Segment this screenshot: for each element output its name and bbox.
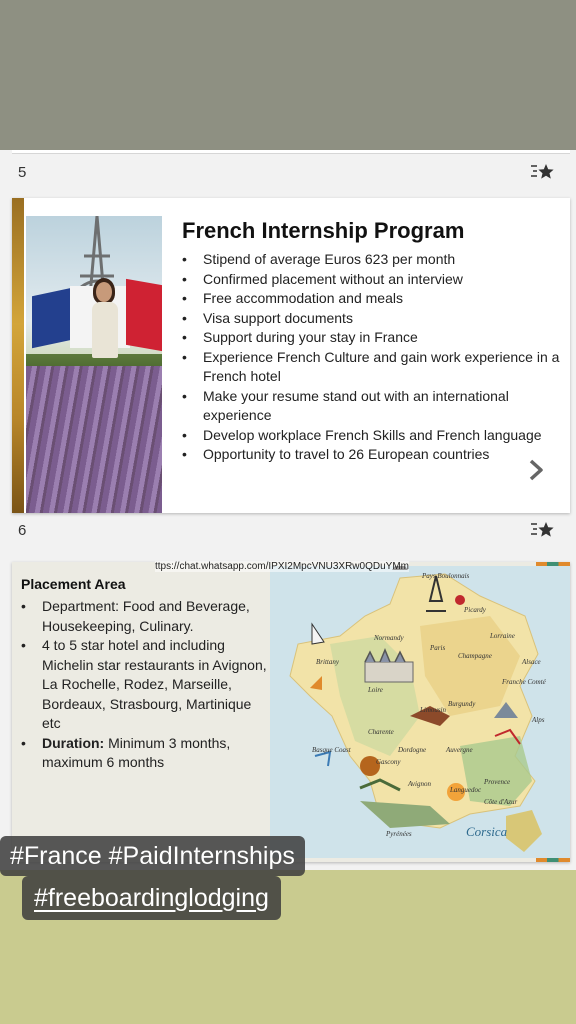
- slide-number-6: 6: [18, 522, 27, 539]
- benefits-list: [182, 250, 562, 465]
- eiffel-tower-flag-photo: [26, 216, 162, 513]
- slide-7[interactable]: [12, 562, 570, 862]
- map-label: Dordogne: [398, 746, 427, 754]
- list-item: • Support during your stay in France: [182, 328, 562, 348]
- slide-title: French Internship Program: [182, 218, 465, 243]
- map-label: Languedoc: [450, 786, 482, 794]
- placement-list: [21, 597, 269, 773]
- chevron-right-icon[interactable]: [526, 456, 546, 484]
- map-label: Corsica: [466, 824, 508, 839]
- list-item: • Visa support documents: [182, 309, 562, 329]
- map-label: Auvergne: [446, 746, 473, 754]
- slide-6[interactable]: [12, 198, 570, 513]
- map-label: Brittany: [316, 658, 339, 666]
- whatsapp-link[interactable]: ttps://chat.whatsapp.com/IPXI2MpcVNU3XRw0QDuYMm: [155, 561, 409, 572]
- list-item: • Experience French Culture and gain work experience in a French hotel: [182, 348, 562, 387]
- list-item: • 4 to 5 star hotel and including Michelin star restaurants in Avignon, La Rochelle, Rodez, Marseille, Bordeaux, Strasbourg, Martinique etc: [21, 636, 269, 734]
- map-label: Avignon: [408, 780, 431, 788]
- gold-accent-bar: [12, 198, 24, 513]
- star-icon[interactable]: [530, 162, 554, 182]
- map-label: Alsace: [522, 658, 541, 666]
- star-icon[interactable]: [530, 520, 554, 540]
- list-item: • Develop workplace French Skills and French language: [182, 426, 562, 446]
- map-label: Charente: [368, 728, 394, 736]
- map-label: Champagne: [458, 652, 492, 660]
- slide-viewer[interactable]: [0, 150, 576, 870]
- hashtag-caption-line-2[interactable]: #freeboardinglodging: [22, 876, 281, 920]
- map-label: Loire: [368, 686, 383, 694]
- map-label: Provence: [484, 778, 511, 786]
- hashtag-caption-line-1: #France #PaidInternships: [0, 836, 305, 876]
- list-item: • Free accommodation and meals: [182, 289, 562, 309]
- placement-heading: Placement Area: [21, 576, 126, 592]
- list-item: • Make your resume stand out with an international experience: [182, 387, 562, 426]
- map-label: Picardy: [464, 606, 486, 614]
- list-item: • Confirmed placement without an interview: [182, 270, 562, 290]
- map-label: Gascony: [376, 758, 401, 766]
- list-item: • Department: Food and Beverage, Housekeeping, Culinary.: [21, 597, 269, 636]
- map-label: Lorraine: [490, 632, 515, 640]
- map-label: Franche Comté: [502, 678, 546, 686]
- map-label: Burgundy: [448, 700, 476, 708]
- slide-5-bottom-edge[interactable]: [12, 150, 570, 154]
- map-label: Alps: [532, 716, 545, 724]
- placement-panel: [12, 562, 270, 862]
- slide-number-5: 5: [18, 164, 27, 181]
- duration-text: Minimum 3 months, maximum 6 months: [42, 734, 231, 770]
- list-item: • Opportunity to travel to 26 European countries: [182, 445, 562, 465]
- list-item: • Stipend of average Euros 623 per month: [182, 250, 562, 270]
- france-map: [270, 566, 570, 858]
- map-label: Limousin: [420, 706, 447, 714]
- map-label: Paris: [430, 644, 446, 652]
- list-item: [21, 734, 269, 773]
- map-label: Pays Boulonnais: [422, 572, 470, 580]
- map-label: Côte d'Azur: [484, 798, 518, 806]
- map-label: Basque Coast: [312, 746, 351, 754]
- top-background-band: [0, 0, 576, 150]
- duration-label: Duration:: [42, 734, 105, 751]
- map-label: Normandy: [374, 634, 404, 642]
- color-accent-strip: [536, 858, 570, 862]
- map-label: Pyrénées: [386, 830, 412, 838]
